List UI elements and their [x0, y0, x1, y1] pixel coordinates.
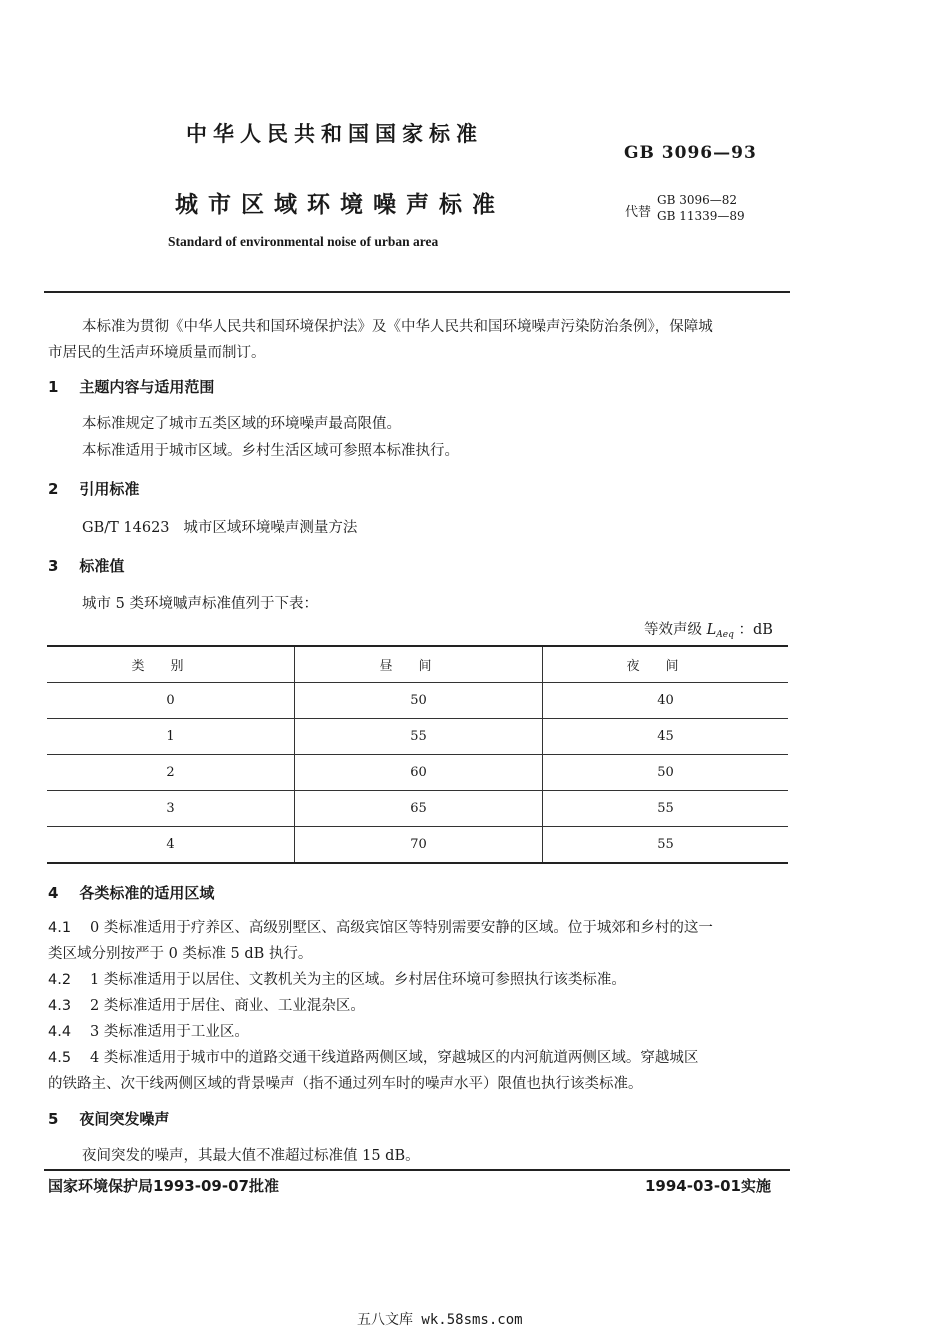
clause-text: 4 类标准适用于城市中的道路交通干线道路两侧区域，穿越城区的内河航道两侧区域。穿越城区 — [90, 1050, 699, 1066]
referenced-standard — [82, 515, 357, 541]
clause-number: 4.1 — [48, 920, 72, 936]
section-title: 引用标准 — [79, 480, 140, 498]
night-value-cell: 55 — [543, 791, 789, 827]
clause-text: 2 类标准适用于居住、商业、工业混杂区。 — [90, 998, 365, 1014]
category-cell: 2 — [47, 755, 295, 791]
category-cell: 1 — [47, 719, 295, 755]
section-number: 1 — [48, 378, 59, 396]
night-value-cell: 50 — [543, 755, 789, 791]
intro-paragraph-line: 市居民的生活声环境质量而制订。 — [48, 345, 266, 361]
section-5-paragraph: 夜间突发的噪声，其最大值不准超过标准值 15 dB。 — [82, 1148, 420, 1164]
replaced-standard: GB 11339—89 — [657, 209, 745, 223]
replaces-label: 代替 — [625, 205, 652, 220]
clause-4-1 — [48, 915, 713, 941]
category-cell: 3 — [47, 791, 295, 827]
clause-number: 4.2 — [48, 972, 72, 988]
clause-text: 0 类标准适用于疗养区、高级别墅区、高级宾馆区等特别需要安静的区域。位于城郊和乡村的这一 — [90, 920, 713, 936]
unit-prefix: 等效声级 — [644, 622, 702, 638]
unit-subscript: Aeq — [716, 630, 734, 640]
section-number: 2 — [48, 480, 59, 498]
column-header-day: 昼间 — [295, 646, 543, 683]
clause-4-5 — [48, 1045, 698, 1071]
section-4-heading — [48, 882, 214, 903]
section-title: 各类标准的适用区域 — [79, 884, 215, 902]
clause-4-3 — [48, 993, 365, 1019]
section-2-heading — [48, 478, 139, 499]
category-cell: 0 — [47, 683, 295, 719]
column-header-night: 夜间 — [543, 646, 789, 683]
section-5-heading — [48, 1108, 169, 1129]
approval-line: 国家环境保护局1993-09-07批准 — [48, 1177, 279, 1195]
clause-4-2 — [48, 967, 626, 993]
section-number: 4 — [48, 884, 59, 902]
intro-paragraph-line: 本标准为贯彻《中华人民共和国环境保护法》及《中华人民共和国环境噪声污染防治条例》，保障城 — [82, 319, 713, 335]
day-value-cell: 60 — [295, 755, 543, 791]
column-header-category: 类别 — [47, 646, 295, 683]
clause-number: 4.4 — [48, 1024, 72, 1040]
table-unit-label — [644, 618, 773, 640]
section-1-heading — [48, 376, 214, 397]
standard-number: GB 3096—93 — [624, 143, 757, 163]
effective-date: 1994-03-01实施 — [645, 1177, 771, 1195]
unit-suffix: ：dB — [738, 622, 773, 638]
section-title: 夜间突发噪声 — [79, 1110, 170, 1128]
night-value-cell: 40 — [543, 683, 789, 719]
day-value-cell: 70 — [295, 827, 543, 864]
section-1-paragraph: 本标准适用于城市区域。乡村生活区域可参照本标准执行。 — [82, 443, 459, 459]
clause-number: 4.3 — [48, 998, 72, 1014]
clause-number: 4.5 — [48, 1050, 72, 1066]
table-header-row — [47, 646, 788, 683]
table-row — [47, 719, 788, 755]
table-intro: 城市 5 类环境嘁声标准值列于下表： — [82, 596, 318, 612]
english-title: Standard of environmental noise of urban area — [168, 234, 439, 249]
bottom-rule — [44, 1169, 790, 1171]
section-3-heading — [48, 555, 124, 576]
section-title: 主题内容与适用范围 — [79, 378, 215, 396]
section-number: 3 — [48, 557, 59, 575]
table-row — [47, 683, 788, 719]
standard-title: 城市区域环境噪声标准 — [175, 192, 505, 218]
category-cell: 4 — [47, 827, 295, 864]
section-number: 5 — [48, 1110, 59, 1128]
day-value-cell: 50 — [295, 683, 543, 719]
night-value-cell: 55 — [543, 827, 789, 864]
clause-4-4 — [48, 1019, 249, 1045]
top-rule — [44, 291, 790, 293]
noise-standard-table — [47, 645, 788, 864]
section-title: 标准值 — [79, 557, 125, 575]
table-row — [47, 755, 788, 791]
clause-4-1-continued: 类区域分别按严于 0 类标准 5 dB 执行。 — [48, 946, 313, 962]
national-standard-heading: 中华人民共和国国家标准 — [186, 122, 483, 146]
clause-4-5-continued: 的铁路主、次干线两侧区域的背景噪声（指不通过列车时的噪声水平）限值也执行该类标准。 — [48, 1076, 643, 1092]
day-value-cell: 55 — [295, 719, 543, 755]
clause-text: 1 类标准适用于以居住、文教机关为主的区域。乡村居住环境可参照执行该类标准。 — [90, 972, 626, 988]
night-value-cell: 45 — [543, 719, 789, 755]
clause-text: 3 类标准适用于工业区。 — [90, 1024, 249, 1040]
reference-title: 城市区域环境噪声测量方法 — [183, 520, 358, 536]
table-row — [47, 791, 788, 827]
table-row — [47, 827, 788, 864]
section-1-paragraph: 本标准规定了城市五类区域的环境噪声最高限值。 — [82, 416, 401, 432]
day-value-cell: 65 — [295, 791, 543, 827]
reference-code: GB/T 14623 — [82, 520, 170, 536]
unit-symbol: L — [706, 622, 717, 638]
replaced-standard: GB 3096—82 — [657, 193, 738, 207]
source-watermark: 五八文库 wk.58sms.com — [357, 1312, 523, 1328]
